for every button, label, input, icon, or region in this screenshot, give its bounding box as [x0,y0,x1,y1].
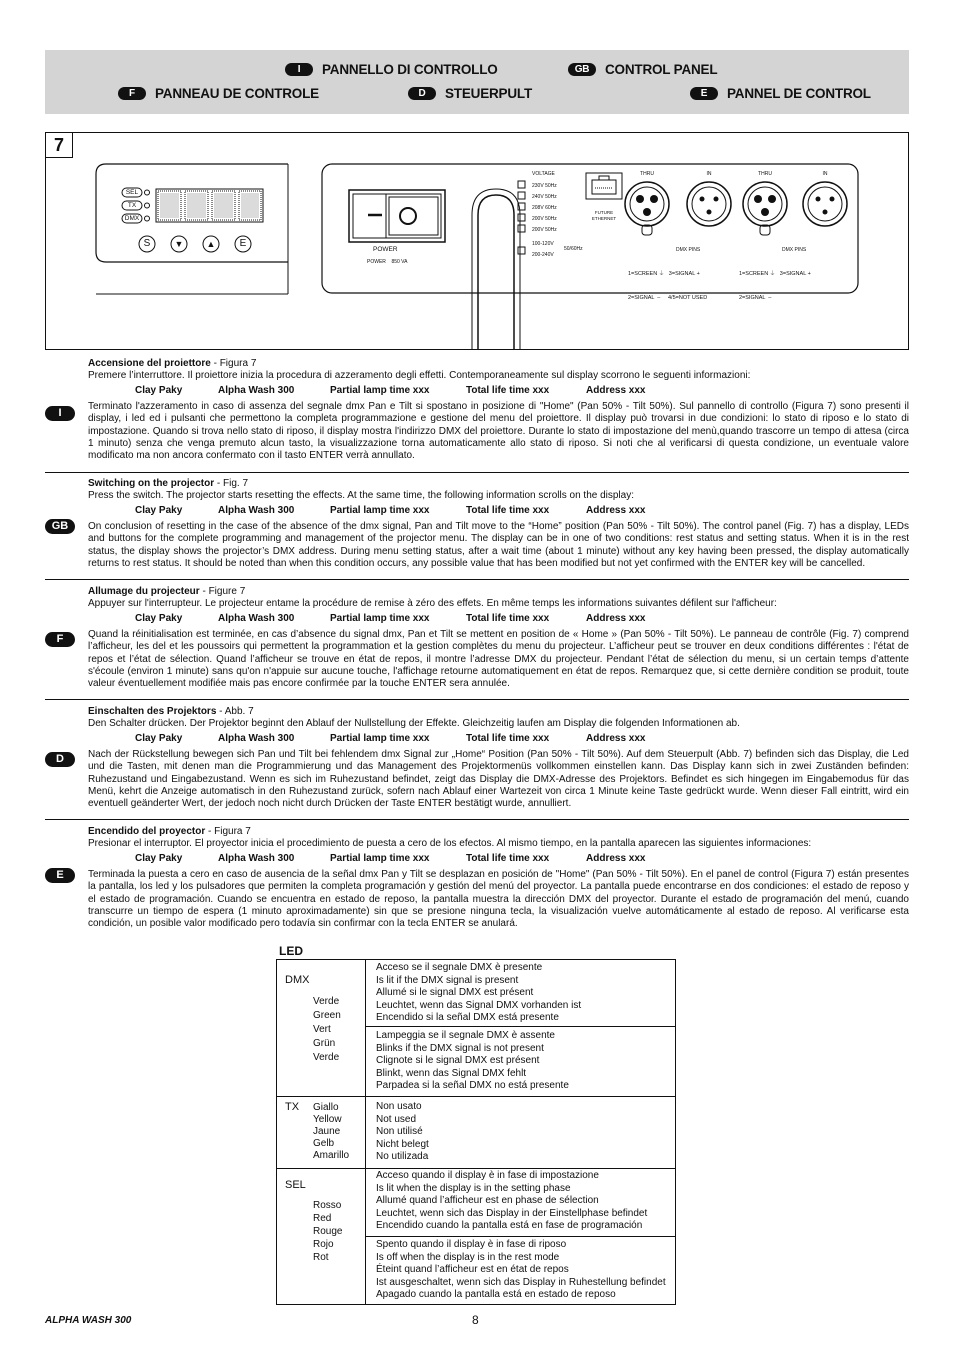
info-total: Total life time xxx [466,852,550,864]
voltage-low-range-2: 200-240V [532,252,554,258]
section-title-ref: - Fig. 7 [214,478,249,489]
color-label: Verde [313,996,340,1007]
desc-line: Acceso quando il display è in fase di impostazione [376,1170,599,1181]
header-label-es: PANNEL DE CONTROL [727,86,871,101]
pins2-line-2: 2=SIGNAL – [739,295,772,301]
color-label: Amarillo [313,1150,350,1161]
table-subrow-divider [365,1026,675,1027]
voltage-low-range-1: 100-120V [532,241,554,247]
info-brand: Clay Paky [135,504,183,516]
header-item-es [690,86,871,101]
dmx-pins-title-2: DMX PINS [782,247,807,253]
color-label: Green [313,1010,341,1021]
info-total: Total life time xxx [466,504,550,516]
color-label: Rojo [313,1239,334,1250]
header-item-gb [568,62,717,77]
section-intro: Press the switch. The projector starts resetting the effects. At the same time, the following information scrolls on the display: [88,490,634,502]
desc-line: Encendido cuando la pantalla está en fase de programación [376,1220,643,1232]
info-line [88,505,909,519]
section-intro: Presionar el interruptor. El proyector inicia el procedimiento de puesta a cero de los efectos. Al mismo tiempo, en la pantalla aparecen las siguientes informaciones: [88,838,812,850]
voltage-option: 208V 60Hz [532,205,557,211]
voltage-title: VOLTAGE [532,171,555,177]
color-label: Rouge [313,1226,343,1237]
info-partial: Partial lamp time xxx [330,852,430,864]
led-name-sel: SEL [285,1179,306,1191]
table-column-divider [365,960,366,1304]
desc-line: Blinks if the DMX signal is not present [376,1042,544,1054]
section-intro: Appuyer sur l'interrupteur. Le projecteur entame la procédure de remise à zéro des effets. En même temps les informations suivantes défilent sur l'afficheur: [88,598,777,610]
thru-label-2: THRU [758,171,772,177]
lang-badge-de: D [408,87,436,100]
color-label: Rot [313,1252,329,1263]
header-item-de [408,86,532,101]
section-text [88,586,909,691]
led-colors-sel [313,1199,342,1264]
color-label: Verde [313,1052,340,1063]
page-number: 8 [472,1313,479,1327]
info-partial: Partial lamp time xxx [330,384,430,396]
desc-line: Is lit if the DMX signal is present [376,974,519,986]
thru-label-1: THRU [640,171,654,177]
info-model: Alpha Wash 300 [218,852,295,864]
section-title: Accensione del proiettore [88,358,211,369]
key-down[interactable]: ▼ [174,239,184,249]
info-total: Total life time xxx [466,732,550,744]
voltage-option: 230V 50Hz [532,183,557,189]
color-label: Jaune [313,1126,341,1137]
section-body: On conclusion of resetting in the case of the absence of the dmx signal, Pan and Tilt move to the “Home” position (Pan 50% - Tilt 50%). The control panel (Fig. 7) has a display, LEDs and buttons for the complete programming and management of the projector menu. The display can be in one of two conditions: rest status and setting status. When it is in the rest status, the display shows the projector’s DMX address. During menu setting status, after a wait time (about 1 minute) without any key having been pressed, the display automatically returns to rest status. It should be noted than when this condition occurs, any possible value that has been modified but not yet confirmed with the ENTER key will be cancelled. [88,520,909,570]
section-intro: Den Schalter drücken. Der Projektor beginnt den Ablauf der Nullstellung der Effekte. Gleichzeitig laufen am Display die folgenden Informationen ab. [88,718,740,730]
section-divider [45,579,909,580]
color-label: Gelb [313,1138,335,1149]
desc-line: Apagado cuando la pantalla está en estado de reposo [376,1289,616,1301]
desc-line: Not used [376,1113,417,1125]
lang-badge-de: D [45,752,75,767]
section-text [88,706,909,811]
desc-line: Allumé si le signal DMX est présent [376,987,534,999]
key-s[interactable]: S [143,238,151,249]
voltage-option: 200V 50Hz [532,216,557,222]
section-title: Einschalten des Projektors [88,706,217,717]
section-title: Encendido del proyector [88,826,206,837]
ethernet-label-2: ETHERNET [591,216,617,221]
color-label: Grün [313,1038,336,1049]
key-e[interactable]: E [239,238,247,249]
led-colors-tx [313,1102,349,1162]
section-body: Terminato l'azzeramento in caso di assenza del segnale dmx Pan e Tilt si spostano in posizione di "Home" (Pan 50% - Tilt 50%). Sul pannello di controllo (Figura 7) sono presenti il display, i led ed i pulsanti che permettono la completa programmazione e gestione del menu del proiettore. Il display può trovarsi in due condizioni: lo stato di riposo e lo stato di impostazione. Quando si trova nello stato di riposo, il display mostra l'indirizzo DMX del proiettore. Durante lo stato di impostazione del menù,quando trascorre un tempo di attesa (circa 1 minuto) senza che venga premuto alcun tasto, la visualizzazione torna automaticamente allo stato di riposo. Si noti che al verificarsi di questa condizione, un eventuale valore modificato ma non ancora confermato con il tasto ENTER verrà annullato. [88,400,909,462]
key-up[interactable]: ▲ [206,239,216,249]
info-model: Alpha Wash 300 [218,732,295,744]
voltage-list [532,181,557,236]
desc-line: Acceso se il segnale DMX è presente [376,962,543,973]
color-label: Vert [313,1024,331,1035]
info-address: Address xxx [586,852,646,864]
color-label: Red [313,1213,332,1224]
table-row-divider [277,1096,675,1097]
desc-line: Non utilisé [376,1126,423,1138]
section-body: Terminada la puesta a cero en caso de ausencia de la señal dmx Pan y Tilt se desplazan en posición de "Home" (Pan 50% - Tilt 50%). En el panel de control (Figura 7) están presentes la pantalla, los led y los pulsadores que permiten la completa programación y gestión del menú del proyector. La pantalla puede encontrarse en dos condiciones: el estado de reposo y el estado de programación. Cuando se encuentra en estado de reposo, la pantalla muestra la dirección DMX del proyector. Durante el estado de programación del menú, cuando transcurre un tiempo de espera (1 minuto aproximadamente) sin que se presione ninguna tecla, la visualización vuelve automáticamente al estado de reposo. Al verificarse esta condición, un posible valor modificado pero todavía sin confirmar con la tecla ENTER se anulará. [88,868,909,930]
led-desc-dmx-on [376,962,581,1025]
display-dmx-label: DMX [124,215,140,222]
led-colors-dmx [313,995,341,1065]
voltage-option: 200V 50Hz [532,227,557,233]
section-body: Quand la réinitialisation est terminée, en cas d’absence du signal dmx, Pan et Tilt se mettent en position de « Home » (Pan 50% - Tilt 50%). Le panneau de contrôle (Fig. 7) comprend l’afficheur, les del et les poussoirs qui permettent la programmation et la gestion complètes du menu du projecteur. L’afficheur peut se trouver en deux conditions différentes : l'état de repos et l’état de sélection. Quand l’afficheur se trouve en état de repos, il montre l’adresse DMX du projecteur. Pendant l’état de sélection du menu, si un certain temps d’attente s'écoule (environ 1 minute) sans qu'on n'appuie sur aucune touche, l'affichage retourne automatiquement en état de repos. Remarquez que, si cette dernière condition se produit, toute valeur éventuellement modifiée mais pas encore confirmée par la touche ENTER sera annulée. [88,628,909,690]
info-line [88,385,909,399]
section-intro: Premere l’interruttore. Il proiettore inizia la procedura di azzeramento degli effetti. Contemporaneamente sul display scorrono le seguenti informazioni: [88,370,751,382]
section-title-ref: - Abb. 7 [216,706,254,717]
lang-badge-gb: GB [45,519,75,534]
info-line [88,733,909,747]
ethernet-label-1: FUTURE [594,210,614,215]
led-table-title: LED [279,944,303,958]
figure-control-panel [45,132,909,350]
lang-badge-gb: GB [568,63,596,76]
desc-line: No utilizada [376,1151,429,1163]
header-item-fr [118,86,319,101]
desc-line: Is off when the display is in the rest mode [376,1251,560,1263]
footer-model: ALPHA WASH 300 [45,1315,132,1326]
desc-line: Leuchtet, wenn das Signal DMX vorhanden ist [376,999,582,1011]
header-item-it [285,62,498,77]
led-desc-sel-on [376,1170,647,1233]
section-text [88,826,909,931]
info-line [88,613,909,627]
pins-line-1: 1=SCREEN ⏚ 3=SIGNAL + [628,271,700,277]
desc-line: Leuchtet, wenn sich das Display in der Einstellphase befindet [376,1207,648,1219]
lang-badge-es: E [45,868,75,883]
desc-line: Ist ausgeschaltet, wenn sich das Display in Ruhestellung befindet [376,1276,666,1288]
info-brand: Clay Paky [135,732,183,744]
section-divider [45,699,909,700]
info-brand: Clay Paky [135,612,183,624]
dmx-pins-legend-2 [739,254,811,318]
desc-line: Blinkt, wenn das Signal DMX fehlt [376,1067,527,1079]
voltage-low-freq: 50/60Hz [564,246,583,252]
info-address: Address xxx [586,732,646,744]
section-divider [45,819,909,820]
power-label: POWER [373,246,398,253]
desc-line: Is lit when the display is in the setting phase [376,1182,571,1194]
ethernet-label [586,210,622,222]
info-partial: Partial lamp time xxx [330,504,430,516]
pins-line-2: 2=SIGNAL – 4/5=NOT USED [628,295,708,301]
power-rating: POWER 850 VA [367,259,408,265]
lang-badge-fr: F [118,87,146,100]
info-brand: Clay Paky [135,384,183,396]
info-model: Alpha Wash 300 [218,384,295,396]
desc-line: Lampeggia se il segnale DMX è assente [376,1030,555,1041]
info-total: Total life time xxx [466,384,550,396]
in-label-1: IN [706,171,712,177]
section-title-ref: - Figura 7 [210,358,257,369]
section-text [88,478,909,570]
info-total: Total life time xxx [466,612,550,624]
header-label-gb: CONTROL PANEL [605,62,718,77]
section-body: Nach der Rückstellung bewegen sich Pan und Tilt bei fehlendem dmx Signal zur „Home“ Position (Pan 50% - Tilt 50%). Auf dem Steuerpult (Abb. 7) befinden sich das Display, die Led und die Tasten, mit denen man die Programmierung und das Management des Projektormenüs vollkommen einstellen kann. Das Display kann sich in zwei Zuständen befinden: Ruhezustand und Eingabezustand. Wenn es sich im Ruhezustand befindet, zeigt das Display die DMX-Adresse des Projektors. Befindet es sich hingegen im Eingabemodus für das Menü, kehrt die Anzeige automatisch in den Ruhezustand zurück, sofern nach Ablauf einer Wartezeit von circa 1 Minute keine Taste gedrückt wurde. Wenn dieser Fall eintritt, wird ein eventuell geänderter Wert, der jedoch noch nicht durch Drücken der Taste ENTER bestätigt wurde, annulliert. [88,748,909,810]
info-address: Address xxx [586,612,646,624]
color-label: Rosso [313,1200,342,1211]
section-text [88,358,909,463]
display-sel-label: SEL [125,189,139,196]
desc-line: Clignote si le signal DMX est présent [376,1055,540,1067]
pins2-line-1: 1=SCREEN ⏚ 3=SIGNAL + [739,271,811,277]
info-model: Alpha Wash 300 [218,612,295,624]
in-label-2: IN [822,171,828,177]
desc-line: Nicht belegt [376,1138,429,1150]
desc-line: Spento quando il display è in fase di riposo [376,1239,567,1250]
info-address: Address xxx [586,504,646,516]
dmx-pins-title-1: DMX PINS [676,247,701,253]
display-tx-label: TX [127,202,137,209]
figure-number: 7 [46,133,73,158]
info-line [88,853,909,867]
voltage-low [532,239,554,261]
desc-line: Non usato [376,1101,422,1112]
info-partial: Partial lamp time xxx [330,732,430,744]
led-table [276,959,676,1305]
lang-badge-es: E [690,87,718,100]
voltage-option: 240V 50Hz [532,194,557,200]
info-address: Address xxx [586,384,646,396]
led-desc-tx [376,1101,429,1164]
dmx-pins-legend-1 [628,254,707,318]
info-model: Alpha Wash 300 [218,504,295,516]
section-title-ref: - Figure 7 [199,586,246,597]
header-label-fr: PANNEAU DE CONTROLE [155,86,319,101]
desc-line: Parpadea si la señal DMX no está presente [376,1080,569,1092]
lang-badge-it: I [45,406,75,421]
color-label: Yellow [313,1114,342,1125]
lang-badge-fr: F [45,632,75,647]
led-name-dmx: DMX [285,974,310,986]
table-subrow-divider [365,1236,675,1237]
section-title: Switching on the projector [88,478,215,489]
lang-badge-it: I [285,63,313,76]
desc-line: Allumé quand l’afficheur est en phase de sélection [376,1195,599,1207]
header-label-it: PANNELLO DI CONTROLLO [322,62,498,77]
section-title: Allumage du projecteur [88,586,200,597]
info-partial: Partial lamp time xxx [330,612,430,624]
led-desc-sel-off [376,1239,666,1302]
desc-line: Encendido si la señal DMX está presente [376,1012,559,1024]
led-desc-dmx-blink [376,1030,569,1093]
desc-line: Éteint quand l’afficheur est en état de repos [376,1264,569,1276]
section-title-ref: - Figura 7 [205,826,251,837]
header-band [45,50,909,114]
led-name-tx: TX [285,1101,300,1113]
table-row-divider [277,1168,675,1169]
color-label: Giallo [313,1102,339,1113]
info-brand: Clay Paky [135,852,183,864]
header-label-de: STEUERPULT [445,86,533,101]
section-divider [45,472,909,473]
